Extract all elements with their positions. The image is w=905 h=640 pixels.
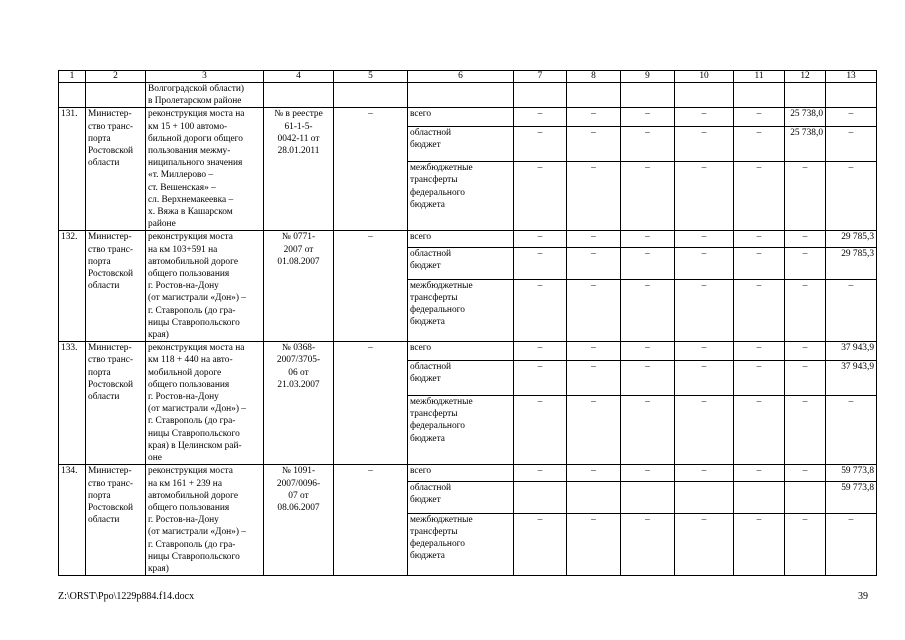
amount-cell: –: [826, 108, 877, 126]
amount-cell: –: [621, 108, 675, 126]
amount-cell: –: [734, 342, 785, 360]
entry-col5: –: [334, 465, 408, 576]
col-number: 10: [675, 71, 734, 83]
amount-cell: –: [785, 513, 826, 575]
amount-cell: 29 785,3: [826, 231, 877, 248]
amount-cell: –: [675, 465, 734, 482]
amount-cell: –: [675, 247, 734, 279]
amount-cell: –: [785, 395, 826, 464]
col-number: 11: [734, 71, 785, 83]
amount-cell: –: [567, 279, 621, 341]
amount-cell: –: [621, 342, 675, 360]
entry-description: реконструкция моста на км 15 + 100 автомо- бильной дороги общего пользования межму- ниципального значения «т. Миллерово – ст. Вешенская» – сл. Верхнемакеевка – х. Вяжа в Кашарском районе: [146, 108, 264, 231]
amount-cell: –: [567, 231, 621, 248]
entry-ministry: Министер- ство транс- порта Ростовской области: [86, 342, 146, 465]
funding-source-label: межбюджетные трансферты федерального бюджета: [408, 162, 514, 231]
amount-cell: –: [675, 108, 734, 126]
amount-cell: –: [826, 395, 877, 464]
amount-cell: –: [567, 360, 621, 395]
amount-cell: –: [621, 360, 675, 395]
amount-cell: [621, 481, 675, 513]
table-row-entry: [59, 108, 877, 126]
amount-cell: –: [621, 162, 675, 231]
amount-cell: –: [621, 126, 675, 161]
amount-cell: [567, 481, 621, 513]
funding-source-label: всего: [408, 342, 514, 360]
amount-cell: –: [567, 342, 621, 360]
amount-cell: –: [734, 360, 785, 395]
funding-source-label: межбюджетные трансферты федерального бюджета: [408, 395, 514, 464]
amount-cell: 59 773,8: [826, 481, 877, 513]
amount-cell: –: [734, 162, 785, 231]
col-number: 12: [785, 71, 826, 83]
funding-source-label: областной бюджет: [408, 247, 514, 279]
amount-cell: –: [514, 231, 567, 248]
amount-cell: –: [826, 513, 877, 575]
amount-cell: –: [567, 162, 621, 231]
amount-cell: –: [785, 231, 826, 248]
amount-cell: –: [514, 342, 567, 360]
amount-cell: –: [514, 360, 567, 395]
amount-cell: –: [734, 279, 785, 341]
amount-cell: –: [675, 126, 734, 161]
col-number: 3: [146, 71, 264, 83]
funding-source-label: всего: [408, 231, 514, 248]
amount-cell: –: [734, 231, 785, 248]
entry-number: 132.: [59, 231, 86, 342]
col-number: 8: [567, 71, 621, 83]
budget-table: [58, 70, 877, 576]
funding-source-label: межбюджетные трансферты федерального бюджета: [408, 279, 514, 341]
amount-cell: [514, 481, 567, 513]
column-number-row: [59, 71, 877, 83]
amount-cell: [785, 481, 826, 513]
funding-source-label: областной бюджет: [408, 360, 514, 395]
entry-description: реконструкция моста на км 161 + 239 на автомобильной дороге общего пользования г. Ростов-на-Дону (от магистрали «Дон») – г. Ставрополь (до гра- ницы Ставропольского края): [146, 465, 264, 576]
entry-description: реконструкция моста на км 118 + 440 на авто- мобильной дороге общего пользования г. Ростов-на-Дону (от магистрали «Дон») – г. Ставрополь (до гра- ницы Ставропольского края) в Целинском рай- оне: [146, 342, 264, 465]
funding-source-label: всего: [408, 108, 514, 126]
col-number: 6: [408, 71, 514, 83]
col-number: 13: [826, 71, 877, 83]
entry-registry: № 0368- 2007/3705- 06 от 21.03.2007: [264, 342, 334, 465]
amount-cell: –: [621, 231, 675, 248]
amount-cell: –: [514, 108, 567, 126]
entry-number: 134.: [59, 465, 86, 576]
amount-cell: –: [785, 342, 826, 360]
amount-cell: [675, 481, 734, 513]
col-number: 5: [334, 71, 408, 83]
amount-cell: 25 738,0: [785, 126, 826, 161]
amount-cell: 25 738,0: [785, 108, 826, 126]
entry-ministry: Министер- ство транс- порта Ростовской области: [86, 108, 146, 231]
amount-cell: –: [621, 513, 675, 575]
amount-cell: –: [514, 395, 567, 464]
amount-cell: –: [675, 162, 734, 231]
amount-cell: –: [734, 513, 785, 575]
amount-cell: [734, 481, 785, 513]
amount-cell: 59 773,8: [826, 465, 877, 482]
amount-cell: –: [567, 465, 621, 482]
amount-cell: –: [621, 279, 675, 341]
amount-cell: –: [734, 247, 785, 279]
amount-cell: –: [675, 395, 734, 464]
amount-cell: –: [785, 465, 826, 482]
amount-cell: –: [734, 126, 785, 161]
col-number: 7: [514, 71, 567, 83]
table-row-entry: [59, 231, 877, 248]
table-row-entry: [59, 465, 877, 482]
entry-registry: № 1091- 2007/0096- 07 от 08.06.2007: [264, 465, 334, 576]
entry-ministry: Министер- ство транс- порта Ростовской области: [86, 465, 146, 576]
amount-cell: –: [826, 279, 877, 341]
funding-source-label: всего: [408, 465, 514, 482]
amount-cell: –: [785, 247, 826, 279]
entry-col5: –: [334, 342, 408, 465]
amount-cell: –: [675, 360, 734, 395]
col-number: 9: [621, 71, 675, 83]
amount-cell: –: [826, 162, 877, 231]
amount-cell: 29 785,3: [826, 247, 877, 279]
amount-cell: 37 943,9: [826, 360, 877, 395]
footer-page-number: 39: [858, 591, 868, 602]
entry-registry: № в реестре 61-1-5- 0042-11 от 28.01.2011: [264, 108, 334, 231]
footer-file-path: Z:\ORST\Ppo\1229p884.f14.docx: [58, 591, 195, 602]
amount-cell: –: [567, 108, 621, 126]
amount-cell: –: [514, 465, 567, 482]
entry-col5: –: [334, 108, 408, 231]
amount-cell: –: [621, 465, 675, 482]
amount-cell: –: [514, 162, 567, 231]
amount-cell: –: [675, 513, 734, 575]
amount-cell: –: [567, 513, 621, 575]
entry-number: 133.: [59, 342, 86, 465]
amount-cell: –: [567, 395, 621, 464]
amount-cell: –: [567, 247, 621, 279]
amount-cell: –: [675, 279, 734, 341]
amount-cell: –: [567, 126, 621, 161]
amount-cell: –: [785, 360, 826, 395]
amount-cell: –: [785, 279, 826, 341]
entry-ministry: Министер- ство транс- порта Ростовской области: [86, 231, 146, 342]
amount-cell: –: [734, 465, 785, 482]
col-number: 2: [86, 71, 146, 83]
amount-cell: –: [514, 247, 567, 279]
col-number: 1: [59, 71, 86, 83]
amount-cell: –: [621, 247, 675, 279]
amount-cell: –: [734, 395, 785, 464]
funding-source-label: областной бюджет: [408, 481, 514, 513]
funding-source-label: межбюджетные трансферты федерального бюджета: [408, 513, 514, 575]
entry-col5: –: [334, 231, 408, 342]
col-number: 4: [264, 71, 334, 83]
continuation-description: Волгоградской области) в Пролетарском районе: [146, 83, 264, 108]
amount-cell: –: [734, 108, 785, 126]
amount-cell: 37 943,9: [826, 342, 877, 360]
amount-cell: –: [826, 126, 877, 161]
entry-description: реконструкция моста на км 103+591 на автомобильной дороге общего пользования г. Ростов-на-Дону (от магистрали «Дон») – г. Ставрополь (до гра- ницы Ставропольского края): [146, 231, 264, 342]
entry-number: 131.: [59, 108, 86, 231]
amount-cell: –: [514, 513, 567, 575]
amount-cell: –: [621, 395, 675, 464]
amount-cell: –: [785, 162, 826, 231]
funding-source-label: областной бюджет: [408, 126, 514, 161]
entry-registry: № 0771- 2007 от 01.08.2007: [264, 231, 334, 342]
amount-cell: –: [675, 231, 734, 248]
amount-cell: –: [675, 342, 734, 360]
amount-cell: –: [514, 126, 567, 161]
amount-cell: –: [514, 279, 567, 341]
continuation-row: [59, 83, 877, 108]
table-row-entry: [59, 342, 877, 360]
